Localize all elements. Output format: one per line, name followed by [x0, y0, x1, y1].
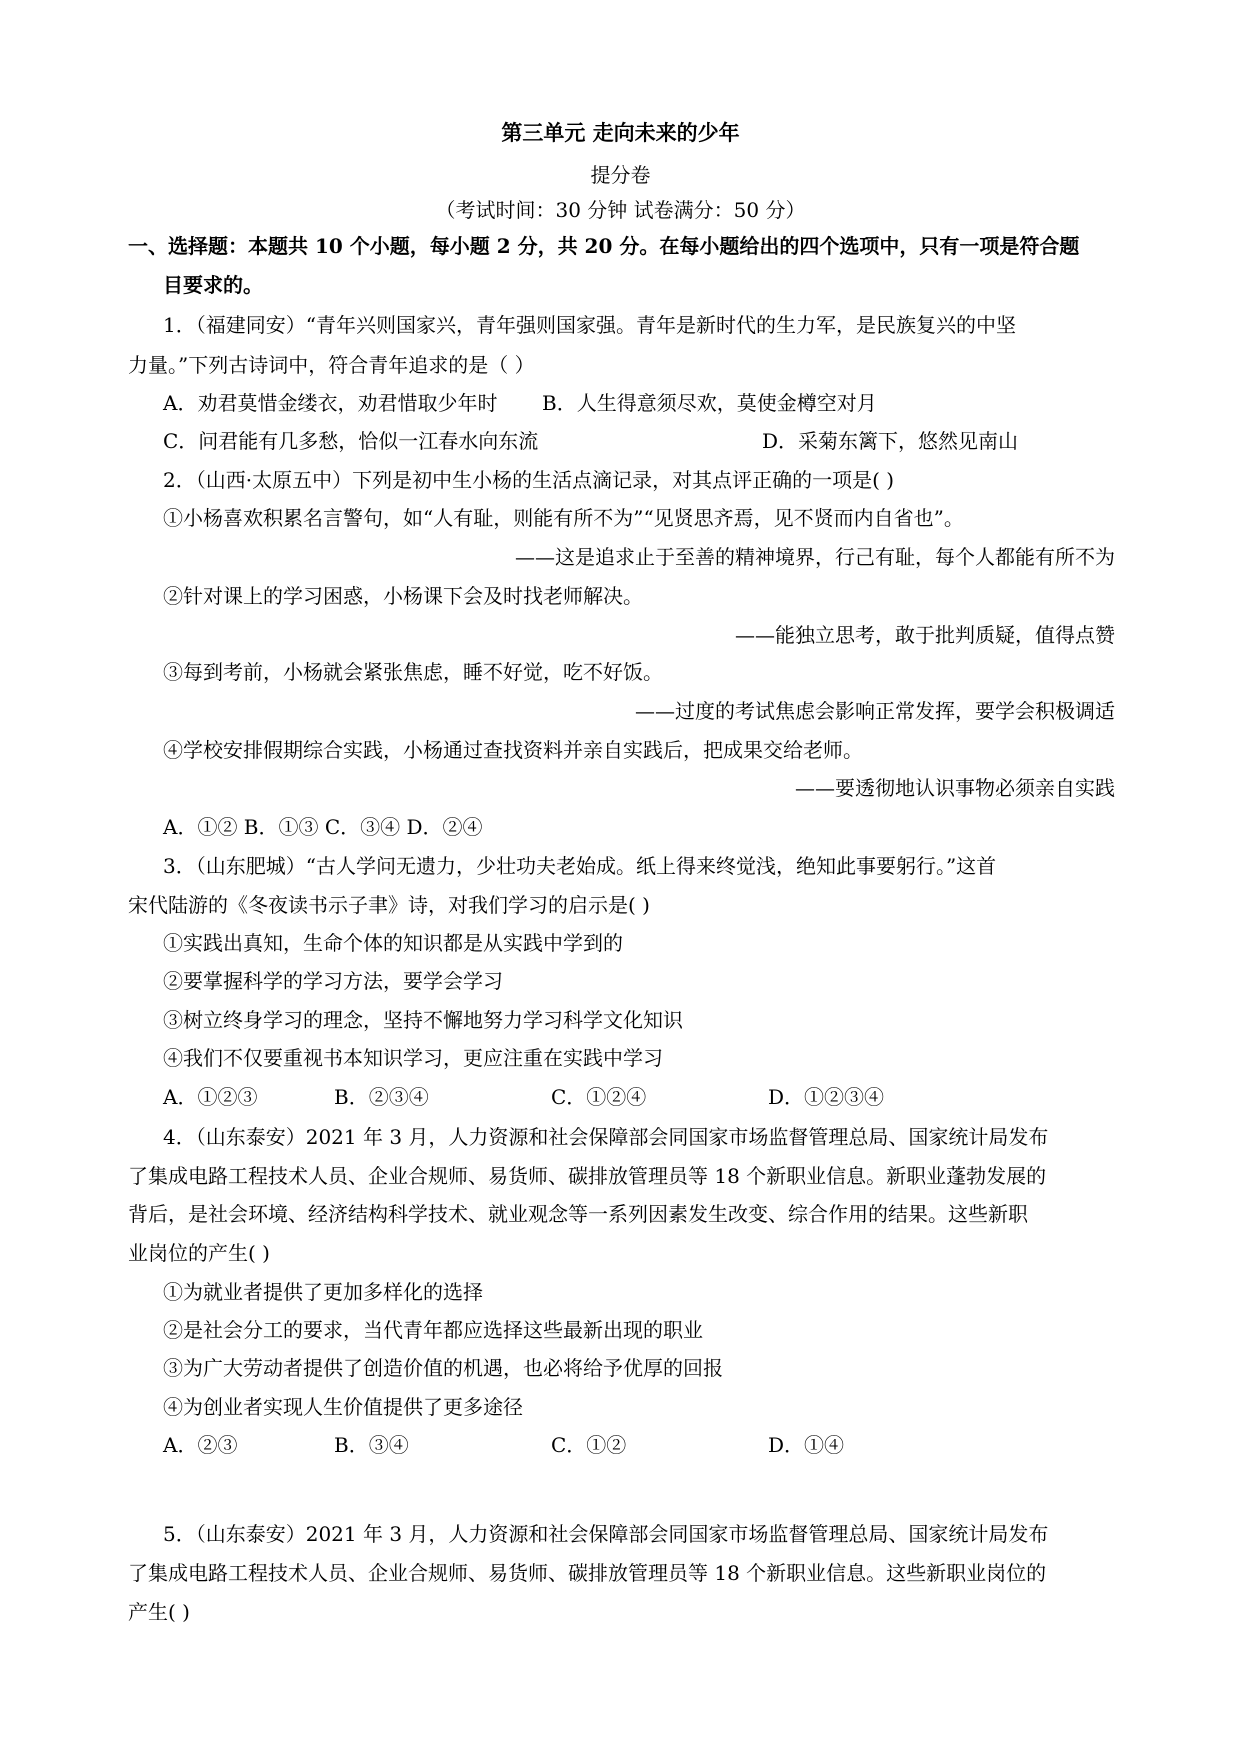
- question-1-stem: 1．（福建同安）“青年兴则国家兴，青年强则国家强。青年是新时代的生力军，是民族复兴的中坚: [163, 313, 1016, 337]
- question-4-option-c: C．①②: [551, 1433, 627, 1457]
- question-5-stem-cont-1: 了集成电路工程技术人员、企业合规师、易货师、碳排放管理员等 18 个新职业信息。这些新职业岗位的: [128, 1561, 1047, 1585]
- question-4-option-d: D．①④: [768, 1433, 845, 1457]
- question-4-item-1: ①为就业者提供了更加多样化的选择: [163, 1280, 483, 1304]
- question-3-item-3: ③树立终身学习的理念，坚持不懈地努力学习科学文化知识: [163, 1008, 683, 1032]
- question-2-comment-2: ——能独立思考，敢于批判质疑，值得点赞: [735, 623, 1115, 647]
- question-2-item-3: ③每到考前，小杨就会紧张焦虑，睡不好觉，吃不好饭。: [163, 660, 663, 684]
- question-2-comment-4: ——要透彻地认识事物必须亲自实践: [795, 776, 1115, 800]
- question-4-item-2: ②是社会分工的要求，当代青年都应选择这些最新出现的职业: [163, 1318, 703, 1342]
- question-3-item-2: ②要掌握科学的学习方法，要学会学习: [163, 969, 503, 993]
- question-4-item-4: ④为创业者实现人生价值提供了更多途径: [163, 1395, 523, 1419]
- page-subtitle: 提分卷: [590, 163, 651, 187]
- exam-info: （考试时间：30 分钟 试卷满分：50 分）: [435, 198, 806, 222]
- question-4-item-3: ③为广大劳动者提供了创造价值的机遇，也必将给予优厚的回报: [163, 1356, 723, 1380]
- question-5-stem: 5．（山东泰安）2021 年 3 月，人力资源和社会保障部会同国家市场监督管理总局、国家统计局发布: [163, 1522, 1049, 1546]
- question-3-option-b: B．②③④: [334, 1085, 429, 1109]
- question-1-stem-cont: 力量。”下列古诗词中，符合青年追求的是（ ）: [128, 353, 535, 377]
- section-heading-cont: 目要求的。: [163, 273, 263, 297]
- question-4-stem-cont-3: 业岗位的产生( ): [128, 1241, 270, 1265]
- question-2-options: A．①② B．①③ C．③④ D．②④: [163, 815, 483, 839]
- question-3-stem-cont: 宋代陆游的《冬夜读书示子聿》诗，对我们学习的启示是( ): [128, 893, 650, 917]
- section-heading: 一、选择题：本题共 10 个小题，每小题 2 分，共 20 分。在每小题给出的四个选项中，只有一项是符合题: [128, 234, 1080, 258]
- question-3-option-d: D．①②③④: [768, 1085, 885, 1109]
- question-3-stem: 3．（山东肥城）“古人学问无遗力，少壮功夫老始成。纸上得来终觉浅，绝知此事要躬行。”这首: [163, 854, 997, 878]
- question-1-option-a: A．劝君莫惜金缕衣，劝君惜取少年时: [163, 391, 498, 415]
- question-2-comment-1: ——这是追求止于至善的精神境界，行己有耻，每个人都能有所不为: [515, 545, 1115, 569]
- question-4-stem: 4．（山东泰安）2021 年 3 月，人力资源和社会保障部会同国家市场监督管理总局、国家统计局发布: [163, 1125, 1049, 1149]
- question-2-stem: 2．（山西·太原五中）下列是初中生小杨的生活点滴记录，对其点评正确的一项是( ): [163, 468, 895, 492]
- question-2-item-1: ①小杨喜欢积累名言警句，如“人有耻，则能有所不为”“见贤思齐焉，见不贤而内自省也”。: [163, 506, 964, 530]
- question-4-stem-cont-2: 背后，是社会环境、经济结构科学技术、就业观念等一系列因素发生改变、综合作用的结果。这些新职: [128, 1202, 1028, 1226]
- question-3-option-a: A．①②③: [163, 1085, 258, 1109]
- question-2-comment-3: ——过度的考试焦虑会影响正常发挥，要学会积极调适: [635, 699, 1115, 723]
- question-4-option-b: B．③④: [334, 1433, 409, 1457]
- question-2-item-2: ②针对课上的学习困惑，小杨课下会及时找老师解决。: [163, 584, 643, 608]
- question-1-option-d: D．采菊东篱下，悠然见南山: [762, 429, 1019, 453]
- question-1-option-b: B．人生得意须尽欢，莫使金樽空对月: [542, 391, 877, 415]
- question-5-stem-cont-2: 产生( ): [128, 1600, 190, 1624]
- question-1-option-c: C．问君能有几多愁，恰似一江春水向东流: [163, 429, 539, 453]
- question-3-item-4: ④我们不仅要重视书本知识学习，更应注重在实践中学习: [163, 1046, 663, 1070]
- question-3-item-1: ①实践出真知，生命个体的知识都是从实践中学到的: [163, 931, 623, 955]
- question-4-stem-cont-1: 了集成电路工程技术人员、企业合规师、易货师、碳排放管理员等 18 个新职业信息。新职业蓬勃发展的: [128, 1164, 1047, 1188]
- question-2-item-4: ④学校安排假期综合实践，小杨通过查找资料并亲自实践后，把成果交给老师。: [163, 738, 863, 762]
- page-title: 第三单元 走向未来的少年: [501, 120, 740, 145]
- question-3-option-c: C．①②④: [551, 1085, 647, 1109]
- question-4-option-a: A．②③: [163, 1433, 238, 1457]
